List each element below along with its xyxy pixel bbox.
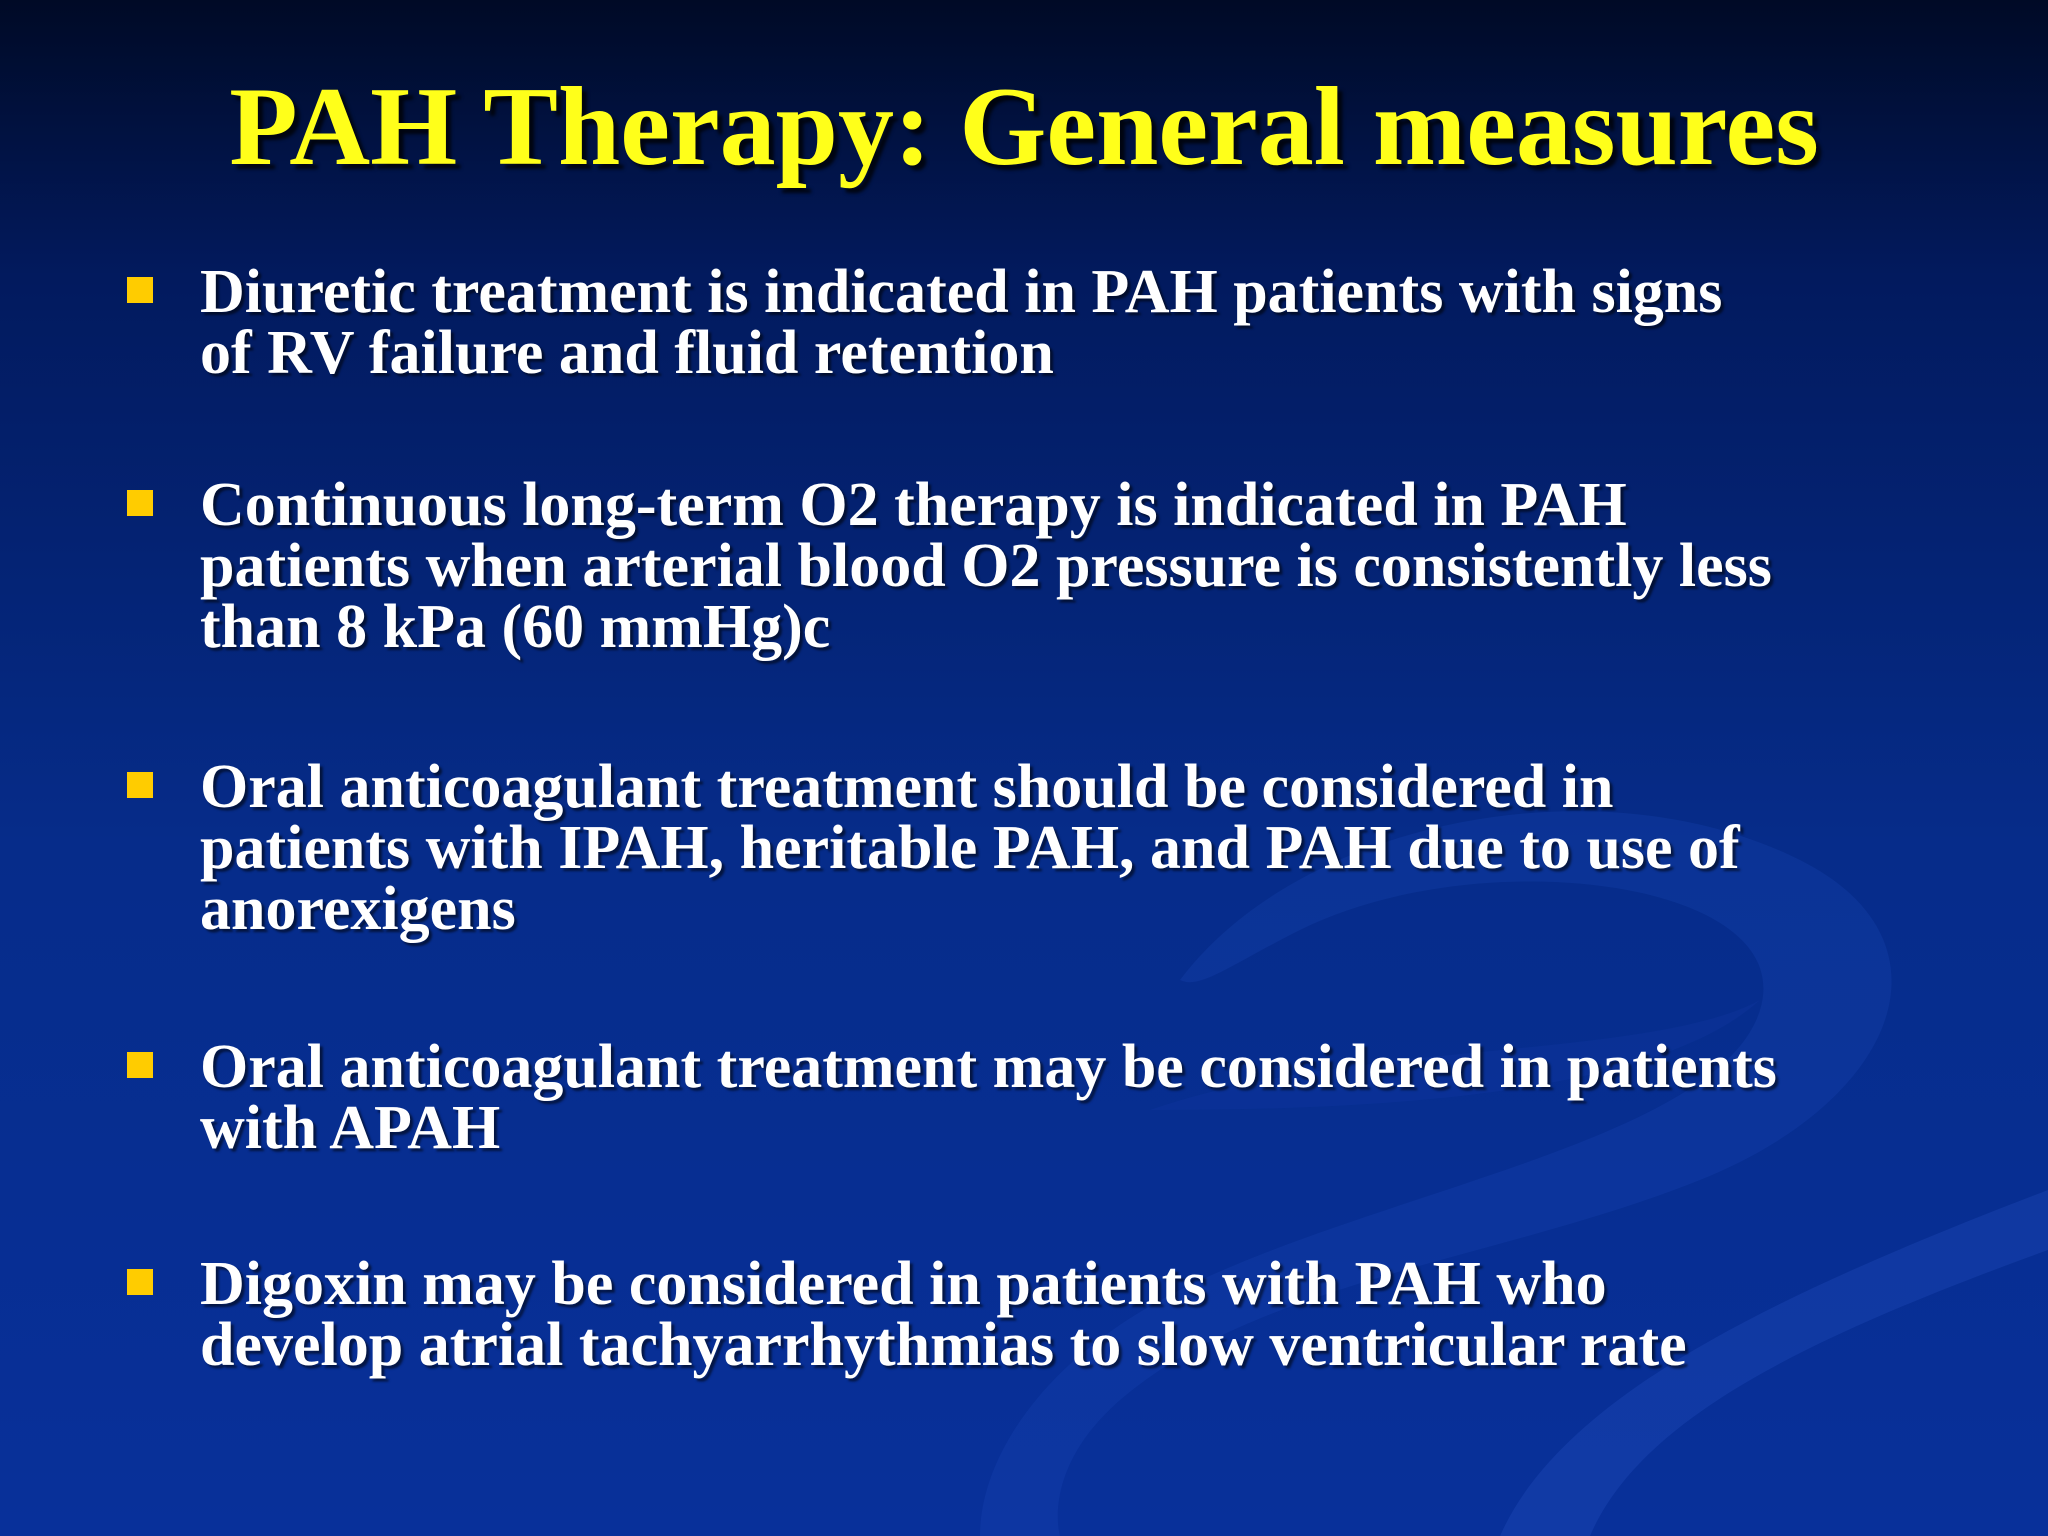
bullet-text: Continuous long-term O2 therapy is indicated in PAH patients when arterial blood O2 pressure is consistently less than 8 kPa (60 mmHg)c [200, 471, 1772, 661]
bullet-text: Diuretic treatment is indicated in PAH patients with signs of RV failure and fluid retention [200, 258, 1723, 387]
square-bullet-icon [127, 490, 153, 516]
square-bullet-icon [127, 772, 153, 798]
square-bullet-icon [127, 277, 153, 303]
bullet-text: Oral anticoagulant treatment should be considered in patients with IPAH, heritable PAH, and PAH due to use of anorexigens [200, 753, 1740, 943]
slide-title: PAH Therapy: General measures [229, 65, 1819, 189]
bullet-text: Oral anticoagulant treatment may be considered in patients with APAH [200, 1033, 1777, 1162]
square-bullet-icon [127, 1269, 153, 1295]
bullet-text: Digoxin may be considered in patients with PAH who develop atrial tachyarrhythmias to slow ventricular rate [200, 1250, 1687, 1379]
square-bullet-icon [127, 1052, 153, 1078]
